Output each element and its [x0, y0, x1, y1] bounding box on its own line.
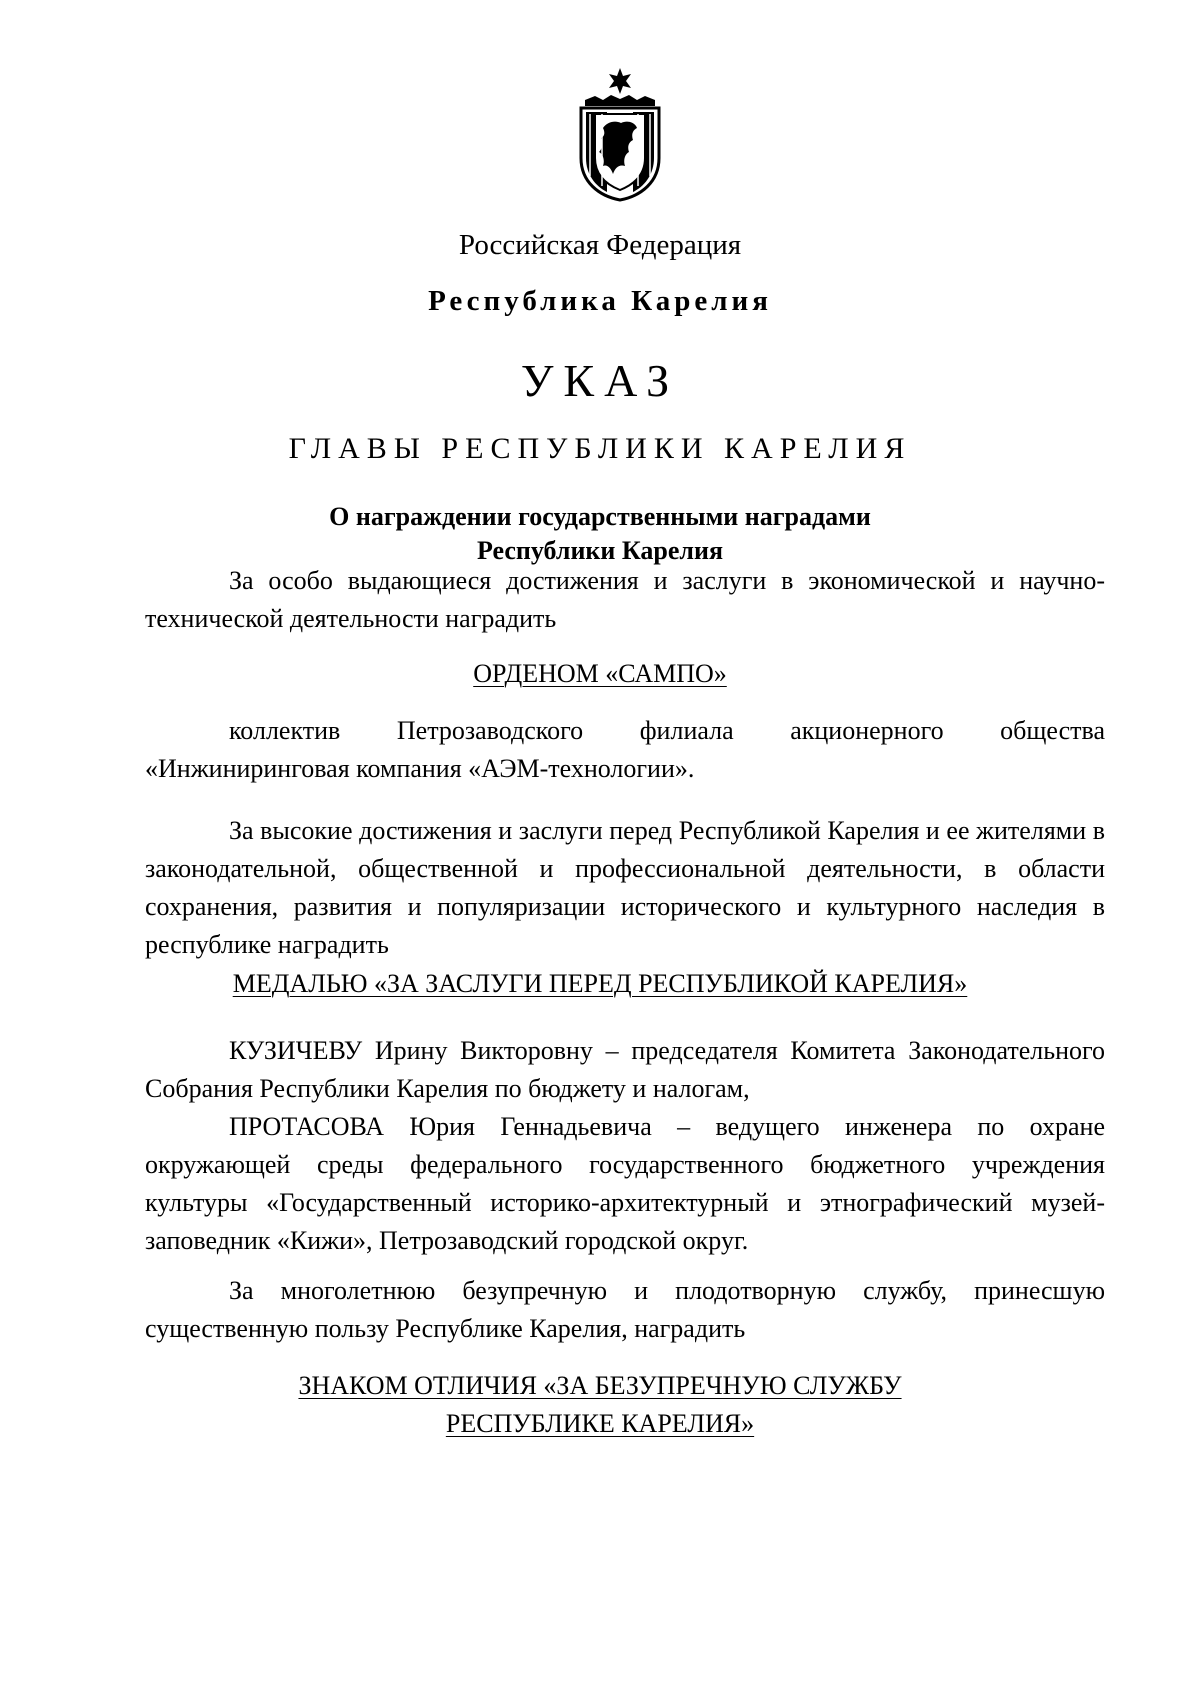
section-3-award	[0, 1367, 1200, 1443]
award-title-line-1: ЗНАКОМ ОТЛИЧИЯ «ЗА БЕЗУПРЕЧНУЮ СЛУЖБУ	[298, 1371, 902, 1400]
republic-name: Республика Карелия	[428, 285, 772, 317]
karelia-coat-of-arms-icon	[573, 66, 667, 202]
recipient-paragraph: коллектив Петрозаводского филиала акционерного общества «Инжиниринговая компания «АЭМ-технологии».	[145, 716, 1105, 783]
award-title: МЕДАЛЬЮ «ЗА ЗАСЛУГИ ПЕРЕД РЕСПУБЛИКОЙ КАРЕЛИЯ»	[232, 969, 968, 998]
section-3-intro	[145, 1272, 1105, 1348]
country-name: Российская Федерация	[458, 229, 742, 261]
document-type-title: УКАЗ	[520, 355, 680, 406]
recipient-paragraph: ПРОТАСОВА Юрия Геннадьевича – ведущего инженера по охране окружающей среды федерального государственного бюджетного учреждения культуры «Государственный историко-архитектурный и этнографический музей-заповедник «Кижи», Петрозаводский городской округ.	[145, 1112, 1105, 1255]
award-title-line-2: РЕСПУБЛИКЕ КАРЕЛИЯ»	[445, 1409, 755, 1438]
award-title: ОРДЕНОМ «САМПО»	[473, 659, 727, 688]
intro-paragraph: За высокие достижения и заслуги перед Республикой Карелия и ее жителями в законодательной, общественной и профессиональной деятельности, в области сохранения, развития и популяризации исторического и культурного наследия в республике наградить	[145, 816, 1105, 959]
subject-line-2: Республики Карелия	[476, 536, 724, 565]
section-1-intro	[145, 562, 1105, 638]
section-2-award	[0, 965, 1200, 1003]
section-2-recipients	[145, 1032, 1105, 1260]
section-2-intro	[145, 812, 1105, 964]
document-subject	[0, 500, 1200, 568]
section-1-award	[0, 655, 1200, 693]
intro-paragraph: За особо выдающиеся достижения и заслуги в экономической и научно-технической деятельности наградить	[145, 566, 1105, 633]
subject-line-1: О награждении государственными наградами	[329, 502, 871, 531]
intro-paragraph: За многолетнюю безупречную и плодотворную службу, принесшую существенную пользу Республике Карелия, наградить	[145, 1276, 1105, 1343]
document-issuer: ГЛАВЫ РЕСПУБЛИКИ КАРЕЛИЯ	[288, 432, 912, 465]
recipient-paragraph: КУЗИЧЕВУ Ирину Викторовну – председателя Комитета Законодательного Собрания Республики Карелия по бюджету и налогам,	[145, 1036, 1105, 1103]
section-1-recipients	[145, 712, 1105, 788]
